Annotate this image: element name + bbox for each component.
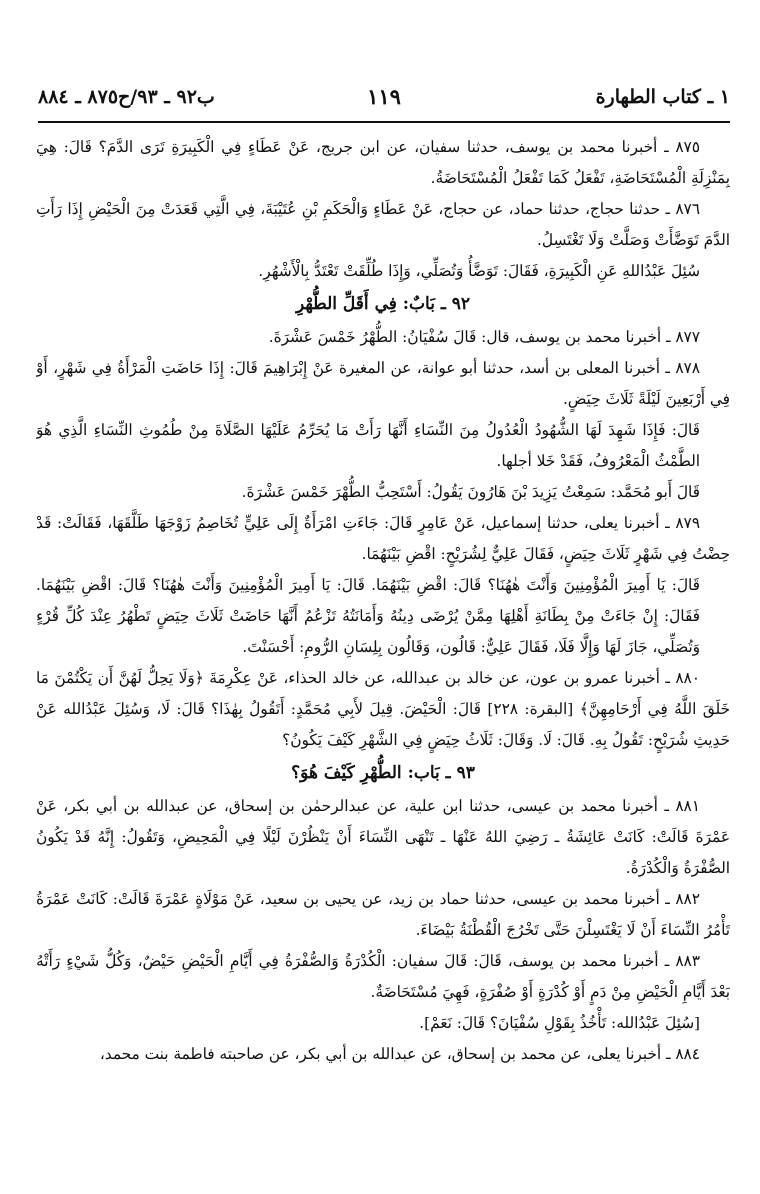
commentary-883: [سُئِلَ عَبْدُالله: تَأْخُذُ بِقَوْلِ سُفْيَانَ؟ قَالَ: نَعَمْ]. (419, 1014, 700, 1032)
commentary-878: قَالَ أَبو مُحَمَّد: سَمِعْتُ يَزِيدَ بْنَ هَارُونَ يَقُولُ: أَسْتَحِبُّ الطُّهْرَ خَمْسَ عَشْرَةَ. (241, 483, 700, 501)
hadith-878-continued: قَالَ: فَإِذَا شَهِدَ لَهَا الشُّهُودُ الْعُدُولُ مِنَ النِّسَاءِ أَنَّهَا رَأَتْ مَا يُحَرِّمُ عَلَيْهَا الصَّلَاةَ مِنْ طُمُوثِ النِّسَاءِ الَّذِي هُوَ الطَّمْثُ الْمَعْرُوفُ، فَقَدْ خَلا أجلها. (36, 421, 700, 470)
hadith-880: ٨٨٠ ـ أخبرنا عمرو بن عون، عن خالد بن عبدالله، عن خالد الحذاء، عَنْ عِكْرِمَةَ ﴿وَلَا يَحِلُّ لَهُنَّ أَن يَكْتُمْنَ مَا خَلَقَ اللَّهُ فِي أَرْحَامِهِنَّ﴾ [البقرة: ٢٢٨] قَالَ: الْحَيْضَ. قِيلَ لأَبِي مُحَمَّدٍ: أَتَقُولُ بِهٰذَا؟ قَالَ: لَا، وَسُئِلَ عَبْدُالله عَنْ حَدِيثِ شُرَيْحٍ: تَقُولُ بِهِ. قَالَ: لَا. وَقَالَ: ثَلَاثُ حِيَضٍ فِي الشَّهْرِ كَيْفَ يَكُونُ؟ (36, 669, 730, 749)
hadith-882: ٨٨٢ ـ أخبرنا محمد بن عيسى، حدثنا حماد بن زيد، عن يحيى بن سعيد، عَنْ مَوْلَاةٍ عَمْرَةَ قَالَتْ: كَانَتْ عَمْرَةُ تَأْمُرُ النِّسَاءَ أَنْ لَا يَغْتَسِلْنَ حَتَّى تَخْرُجَ الْقُطْنَةُ بَيْضَاءَ. (36, 890, 730, 939)
hadith-878: ٨٧٨ ـ أخبرنا المعلى بن أسد، حدثنا أبو عوانة، عن المغيرة عَنْ إِبْرَاهِيمَ قَالَ: إِذَا حَاضَتِ الْمَرْأَةُ فِي شَهْرٍ، أَوْ فِي أَرْبَعِينَ لَيْلَةً ثَلَاثَ حِيَضٍ. (36, 359, 730, 408)
running-header (38, 82, 730, 116)
hadith-875: ٨٧٥ ـ أخبرنا محمد بن يوسف، حدثنا سفيان، عن ابن جريج، عَنْ عَطَاءٍ فِي الْكَبِيرَةِ تَرَى الدَّمَ؟ قَالَ: هِيَ بِمَنْزِلَةِ الْمُسْتَحَاضَةِ، تَفْعَلُ كَمَا تَفْعَلُ الْمُسْتَحَاضَةُ. (36, 138, 730, 187)
hadith-876: ٨٧٦ ـ حدثنا حجاج، حدثنا حماد، عن حجاج، عَنْ عَطَاءٍ وَالْحَكَمِ بْنِ عُتَيْبَةَ، فِي الَّتِي قَعَدَتْ مِنَ الْحَيْضِ إِذَا رَأَتِ الدَّمَ تَوَضَّأَتْ وَصَلَّتْ وَلَا تَغْتَسِلُ. (36, 200, 730, 249)
chapter-heading-93: ٩٣ ـ بَاب: الطُّهْرِ كَيْفَ هُوَ؟ (291, 763, 475, 783)
book-title: ١ ـ كتاب الطهارة (595, 86, 730, 108)
page-body (36, 132, 730, 1182)
hadith-884: ٨٨٤ ـ أخبرنا يعلى، عن محمد بن إسحاق، عن عبدالله بن أبي بكر، عن صاحبته فاطمة بنت محمد، (99, 1045, 700, 1063)
commentary-876: سُئِلَ عَبْدُاللهِ عَنِ الْكَبِيرَةِ، فَقَالَ: تَوَضَّأُ وَتُصَلِّي، وَإِذَا طُلِّقَتْ تَعْتَدُّ بِالْأَشْهُرِ. (258, 262, 700, 280)
chapter-hadith-reference: ب٩٢ ـ ٩٣/ح٨٧٥ ـ ٨٨٤ (38, 86, 215, 108)
hadith-877: ٨٧٧ ـ أخبرنا محمد بن يوسف، قال: قَالَ سُفْيَانُ: الطُّهْرُ خَمْسَ عَشْرَةَ. (268, 328, 700, 346)
hadith-883: ٨٨٣ ـ أخبرنا محمد بن يوسف، قَالَ: قَالَ سفيان: الْكُدْرَةُ وَالصُّفْرَةُ فِي أَيَّامِ الْحَيْضِ حَيْضٌ، وَكُلُّ شَيْءٍ رَأَتْهُ بَعْدَ أَيَّامِ الْحَيْضِ مِنْ دَمٍ أَوْ كُدْرَةٍ أَوْ صُفْرَةٍ، فَهِيَ مُسْتَحَاضَةٌ. (36, 952, 730, 1001)
hadith-879: ٨٧٩ ـ أخبرنا يعلى، حدثنا إسماعيل، عَنْ عَامِرٍ قَالَ: جَاءَتِ امْرَأَةٌ إِلَى عَلِيٍّ تُخَاصِمُ زَوْجَهَا طَلَّقَهَا، فَقَالَتْ: قَدْ حِضْتُ فِي شَهْرٍ ثَلَاثَ حِيَضٍ، فَقَالَ عَلِيٌّ لِشُرَيْحٍ: اقْضِ بَيْنَهُمَا. (36, 514, 730, 563)
page-number: ١١٩ (367, 84, 401, 109)
hadith-881: ٨٨١ ـ أخبرنا محمد بن عيسى، حدثنا ابن علية، عن عبدالرحمٰن بن إسحاق، عن عبدالله بن أبي بكر، عَنْ عَمْرَةَ قَالَتْ: كَانَتْ عَائِشَةُ ـ رَضِيَ اللهُ عَنْهَا ـ تَنْهَى النِّسَاءَ أَنْ يَنْظُرْنَ لَيْلًا فِي الْمَحِيضِ، وَتَقُولُ: إِنَّهُ قَدْ يَكُونُ الصُّفْرَةُ وَالْكُدْرَةُ. (36, 797, 730, 877)
header-rule (38, 121, 730, 123)
chapter-heading-92: ٩٢ ـ بَابٌ: فِي أَقَلِّ الطُّهْرِ (295, 294, 471, 314)
hadith-879-continued: قَالَ: يَا أَمِيرَ الْمُؤْمِنِينَ وَأَنْتَ هٰهُنَا؟ قَالَ: اقْضِ بَيْنَهُمَا. قَالَ: يَا أَمِيرَ الْمُؤْمِنِينَ وَأَنْتَ هٰهُنَا؟ قَالَ: اقْضِ بَيْنَهُمَا. فَقَالَ: إِنْ جَاءَتْ مِنْ بِطَانَةِ أَهْلِهَا مِمَّنْ يُرْضَى دِينُهُ وَأَمَانَتُهُ تَزْعُمُ أَنَّهَا حَاضَتْ ثَلَاثَ حِيَضٍ تَطْهُرُ عِنْدَ كُلِّ قُرْءٍ وَتُصَلِّي، جَازَ لَهَا وَإِلَّا فَلَا، فَقَالَ عَلِيٌّ: قَالُون، وَقَالُون بِلِسَانِ الرُّومِ: أَحْسَنْتَ. (36, 576, 700, 656)
